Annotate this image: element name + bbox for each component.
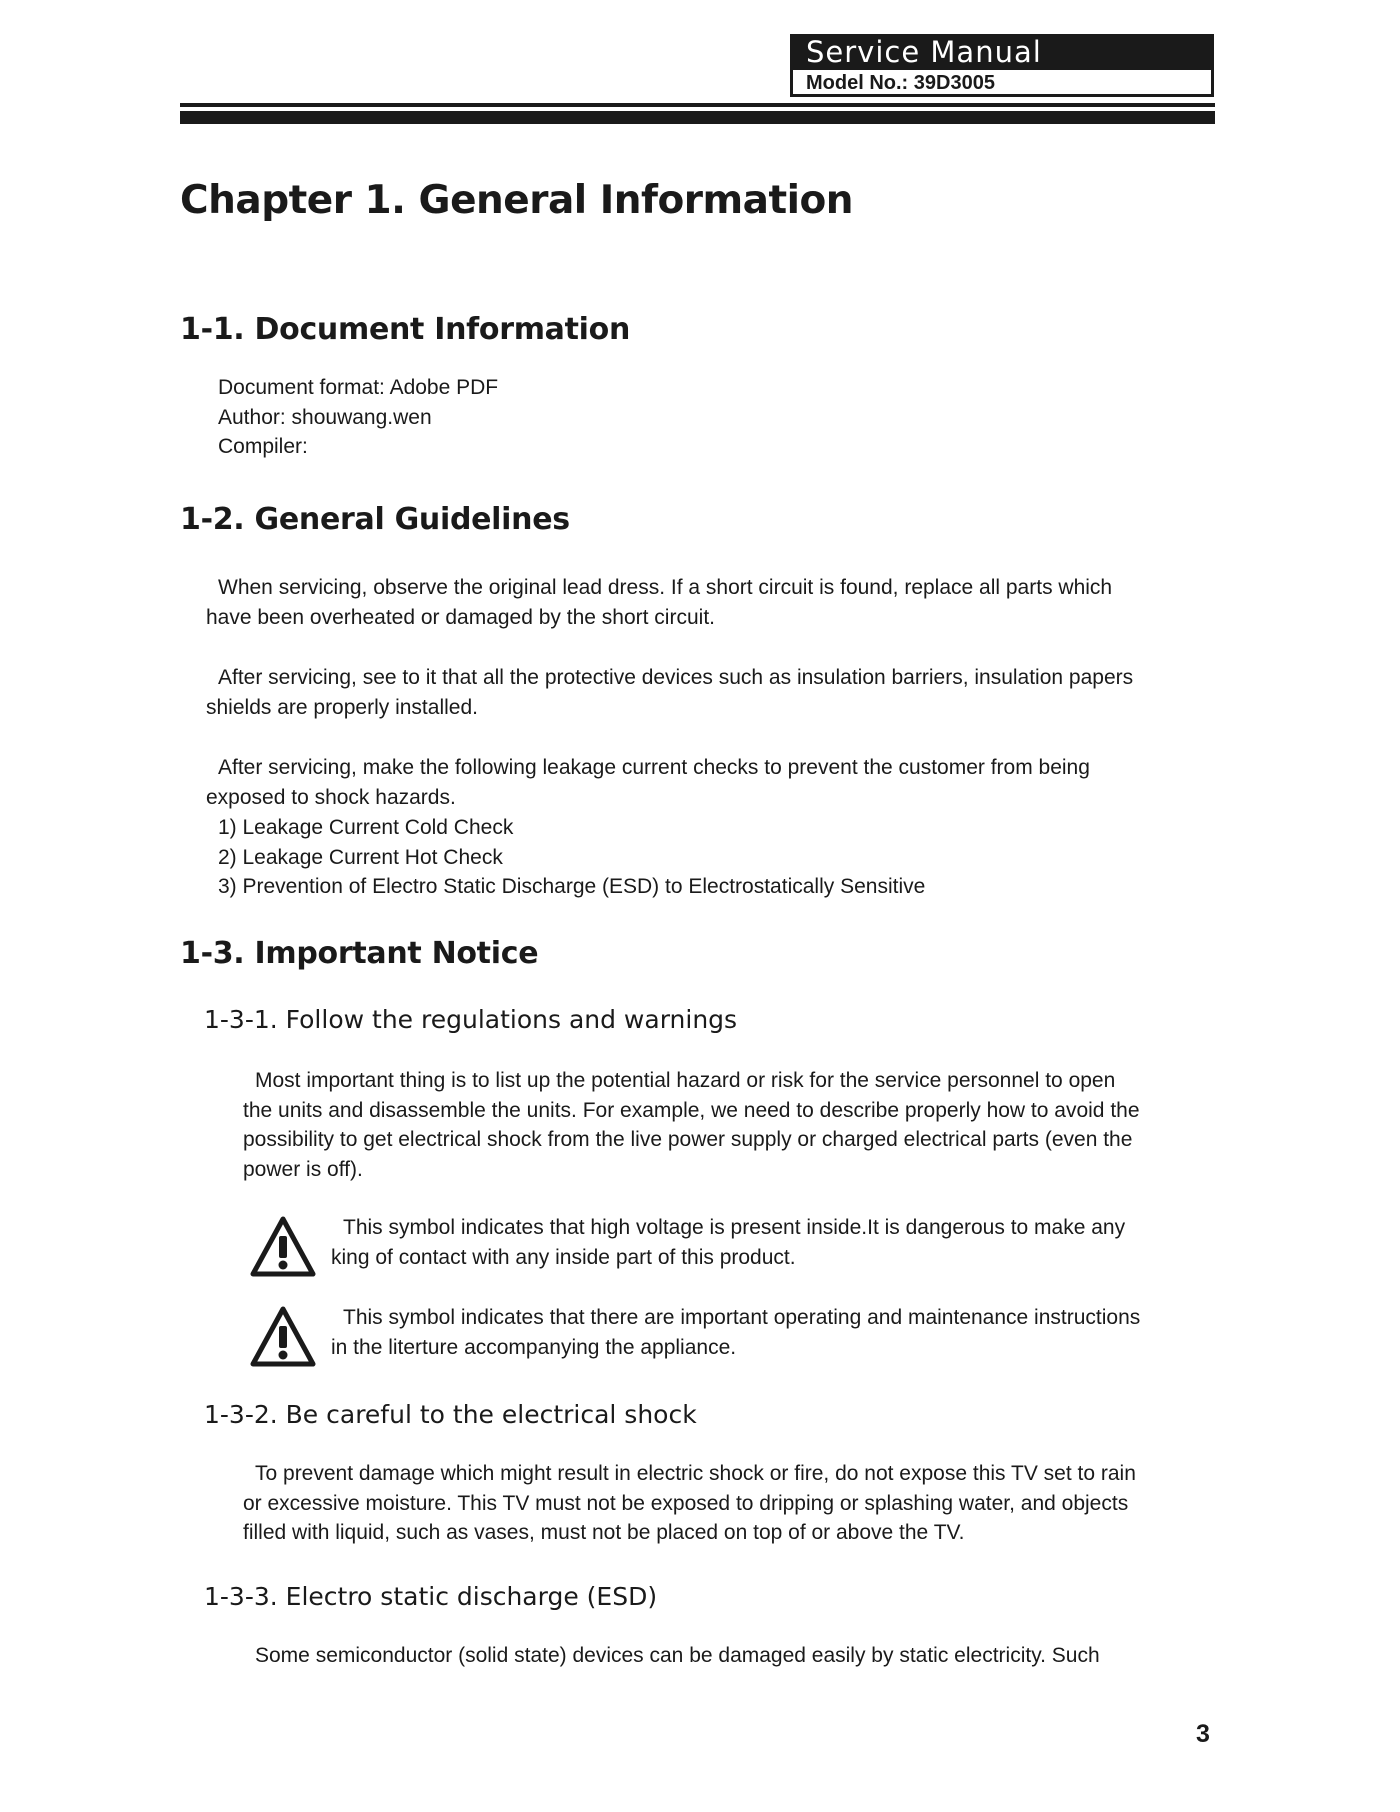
guidelines-paragraph-1 <box>206 573 1112 632</box>
section-heading-doc-info: 1-1. Document Information <box>180 312 631 347</box>
paragraph-line: or excessive moisture. This TV must not be exposed to dripping or splashing water, and objects <box>243 1491 1129 1515</box>
leakage-checks-list <box>218 813 925 902</box>
paragraph-line: This symbol indicates that high voltage is present inside.It is dangerous to make any <box>343 1216 1126 1239</box>
header-model-number: Model No.: 39D3005 <box>790 70 1214 97</box>
paragraph-line: in the literture accompanying the appliance. <box>331 1335 737 1359</box>
chapter-title: Chapter 1. General Information <box>180 178 854 223</box>
esd-paragraph <box>243 1641 1100 1671</box>
doc-format-line: Document format: Adobe PDF <box>218 376 499 399</box>
electrical-shock-paragraph <box>243 1459 1136 1548</box>
header-title: Service Manual <box>790 34 1214 70</box>
paragraph-line: To prevent damage which might result in electric shock or fire, do not expose this TV set to rain <box>255 1462 1136 1485</box>
list-item: 3) Prevention of Electro Static Discharge (ESD) to Electrostatically Sensitive <box>218 875 926 898</box>
paragraph-line: king of contact with any inside part of this product. <box>331 1245 796 1269</box>
list-item: 1) Leakage Current Cold Check <box>218 816 514 839</box>
doc-compiler-line: Compiler: <box>218 435 308 458</box>
warning-triangle-icon <box>250 1216 316 1278</box>
paragraph-line: the units and disassemble the units. For example, we need to describe properly how to avoid the <box>243 1098 1140 1122</box>
paragraph-line: filled with liquid, such as vases, must not be placed on top of or above the TV. <box>243 1521 965 1544</box>
paragraph-line: shields are properly installed. <box>206 695 478 719</box>
paragraph-line: exposed to shock hazards. <box>206 785 456 809</box>
guidelines-paragraph-3 <box>206 753 1090 812</box>
guidelines-paragraph-2 <box>206 663 1133 722</box>
subsection-heading-regulations: 1-3-1. Follow the regulations and warnings <box>204 1005 738 1034</box>
manual-header <box>790 34 1214 100</box>
paragraph-line: have been overheated or damaged by the short circuit. <box>206 605 715 629</box>
paragraph-line: After servicing, see to it that all the protective devices such as insulation barriers, insulation papers <box>218 666 1134 689</box>
header-rule-thin <box>180 103 1215 107</box>
page-number: 3 <box>1196 1720 1210 1748</box>
paragraph-line: When servicing, observe the original lead dress. If a short circuit is found, replace all parts which <box>218 576 1113 599</box>
doc-author-line: Author: shouwang.wen <box>218 405 432 429</box>
paragraph-line: power is off). <box>243 1157 363 1181</box>
section-heading-notice: 1-3. Important Notice <box>180 936 539 971</box>
paragraph-line: Some semiconductor (solid state) devices can be damaged easily by static electricity. Such <box>255 1644 1100 1667</box>
paragraph-line: This symbol indicates that there are important operating and maintenance instructions <box>343 1306 1141 1329</box>
section-heading-guidelines: 1-2. General Guidelines <box>180 502 570 537</box>
header-rule-thick <box>180 111 1215 124</box>
instructions-warning-text <box>331 1303 1140 1362</box>
subsection-heading-electrical-shock: 1-3-2. Be careful to the electrical shock <box>204 1400 697 1429</box>
doc-info-block <box>218 373 498 462</box>
paragraph-line: Most important thing is to list up the potential hazard or risk for the service personnel to open <box>255 1069 1116 1092</box>
subsection-heading-esd: 1-3-3. Electro static discharge (ESD) <box>204 1582 658 1611</box>
high-voltage-warning-text <box>331 1213 1125 1272</box>
regulations-paragraph <box>243 1066 1140 1184</box>
paragraph-line: possibility to get electrical shock from the live power supply or charged electrical parts (even the <box>243 1128 1133 1151</box>
paragraph-line: After servicing, make the following leakage current checks to prevent the customer from being <box>218 756 1090 779</box>
warning-triangle-icon <box>250 1306 316 1368</box>
list-item: 2) Leakage Current Hot Check <box>218 845 503 869</box>
